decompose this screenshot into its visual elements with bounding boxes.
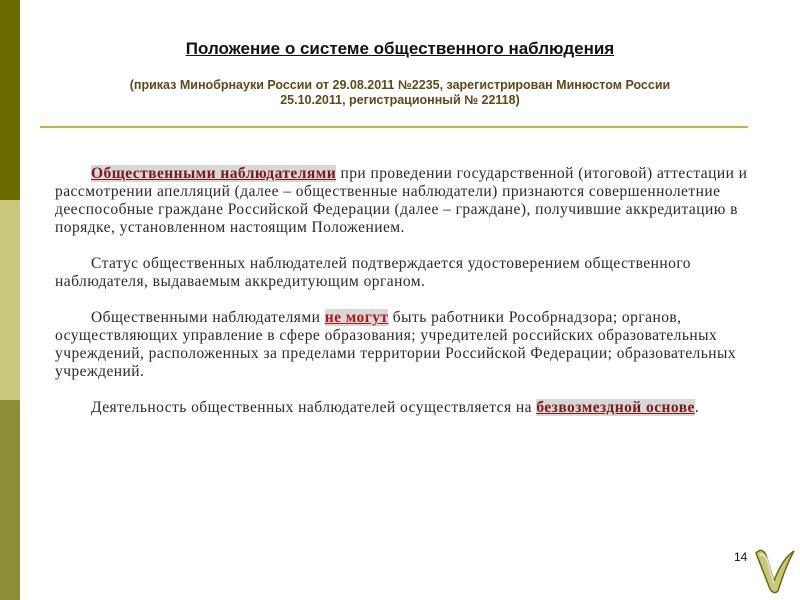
sidebar-block-top — [0, 0, 20, 200]
slide-body — [55, 165, 755, 435]
subtitle-line-1: (приказ Минобрнауки России от 29.08.2011 №2235, зарегистрирован Минюстом России — [129, 78, 671, 92]
paragraph-2-text: Статус общественных наблюдателей подтверждается удостоверением общественного наблюдателя, выдаваемым аккредитующим органом. — [55, 255, 691, 290]
paragraph-3-start: Общественными наблюдателями — [91, 309, 325, 326]
slide-subtitle — [60, 78, 740, 108]
highlight-public-observers: Общественными наблюдателями — [91, 165, 337, 182]
highlight-cannot: не могут — [324, 309, 389, 326]
subtitle-line-2: 25.10.2011, регистрационный № 22118) — [280, 93, 520, 107]
highlight-free-basis: безвозмездной основе — [536, 399, 695, 416]
paragraph-2 — [55, 255, 755, 291]
slide-title: Положение о системе общественного наблюдения — [185, 39, 615, 58]
paragraph-1-text: при проведении государственной (итоговой) аттестации и рассмотрении апелляций (далее – общественные наблюдатели) признаются совершеннолетние дееспособные граждане Российской Федерации (далее – граждане), получившие аккредитацию в порядке, установленном настоящим Положением. — [55, 165, 748, 236]
sidebar — [0, 0, 20, 600]
paragraph-3-text: быть работники Рособрнадзора; органов, осуществляющих управление в сфере образования; учредителей российских образовательных учреждений, расположенных за пределами территории Российской Федерации; образовательных учреждений. — [55, 309, 737, 380]
paragraph-4-end: . — [694, 399, 700, 416]
paragraph-3 — [55, 309, 755, 381]
page-number: 14 — [734, 550, 748, 564]
checkmark-icon — [752, 545, 798, 597]
title-divider — [40, 126, 748, 128]
paragraph-1 — [55, 165, 755, 237]
paragraph-4 — [55, 399, 755, 417]
paragraph-4-text: Деятельность общественных наблюдателей осуществляется на — [91, 399, 537, 416]
sidebar-block-bottom — [0, 400, 20, 600]
sidebar-block-middle — [0, 200, 20, 400]
